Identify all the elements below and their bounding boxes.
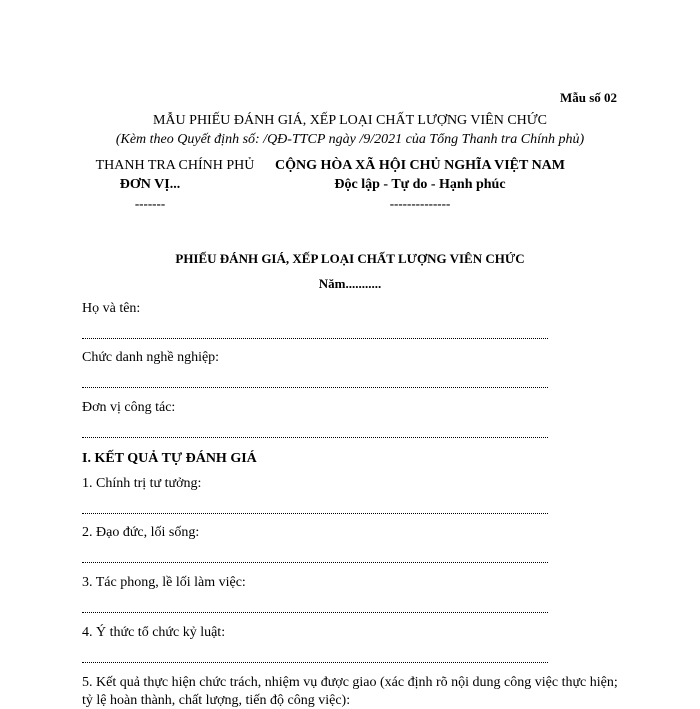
name-dotted-line	[82, 338, 548, 339]
position-label: Chức danh nghề nghiệp:	[82, 350, 220, 365]
item-discipline-dotted-line	[82, 662, 548, 663]
item-political-dotted-line	[82, 513, 548, 514]
item-ethics-dotted-line	[82, 562, 548, 563]
workplace-label: Đơn vị công tác:	[82, 400, 176, 415]
motto-rule: --------------	[389, 196, 451, 211]
country-name: CỘNG HÒA XÃ HỘI CHỦ NGHĨA VIỆT NAM	[274, 158, 565, 173]
item-political: 1. Chính trị tư tưởng:	[82, 476, 202, 491]
unit-rule: -------	[134, 196, 166, 211]
item-duty-results: 5. Kết quả thực hiện chức trách, nhiệm vụ được giao (xác định rõ nội dung công việc thực hiện;	[82, 675, 618, 690]
section-heading: I. KẾT QUẢ TỰ ĐÁNH GIÁ	[82, 451, 257, 466]
form-number: Mẫu số 02	[559, 90, 617, 105]
item-work-style: 3. Tác phong, lề lối làm việc:	[82, 575, 246, 590]
document-title: PHIẾU ĐÁNH GIÁ, XẾP LOẠI CHẤT LƯỢNG VIÊN CHỨC	[175, 251, 525, 266]
item-discipline: 4. Ý thức tổ chức kỷ luật:	[82, 625, 226, 640]
position-dotted-line	[82, 387, 548, 388]
national-motto: Độc lập - Tự do - Hạnh phúc	[334, 177, 506, 192]
item-work-style-dotted-line	[82, 612, 548, 613]
agency-name: THANH TRA CHÍNH PHỦ	[95, 158, 255, 173]
item-duty-results-cont: tỷ lệ hoàn thành, chất lượng, tiến độ công việc):	[82, 693, 351, 708]
decision-note: (Kèm theo Quyết định số: /QĐ-TTCP ngày /9/2021 của Tổng Thanh tra Chính phủ)	[115, 132, 585, 147]
workplace-dotted-line	[82, 437, 548, 438]
unit-name: ĐƠN VỊ...	[119, 177, 181, 192]
document-year: Năm...........	[318, 276, 382, 291]
item-ethics: 2. Đạo đức, lối sống:	[82, 525, 200, 540]
name-label: Họ và tên:	[82, 301, 141, 316]
form-title: MẪU PHIẾU ĐÁNH GIÁ, XẾP LOẠI CHẤT LƯỢNG VIÊN CHỨC	[152, 113, 547, 128]
